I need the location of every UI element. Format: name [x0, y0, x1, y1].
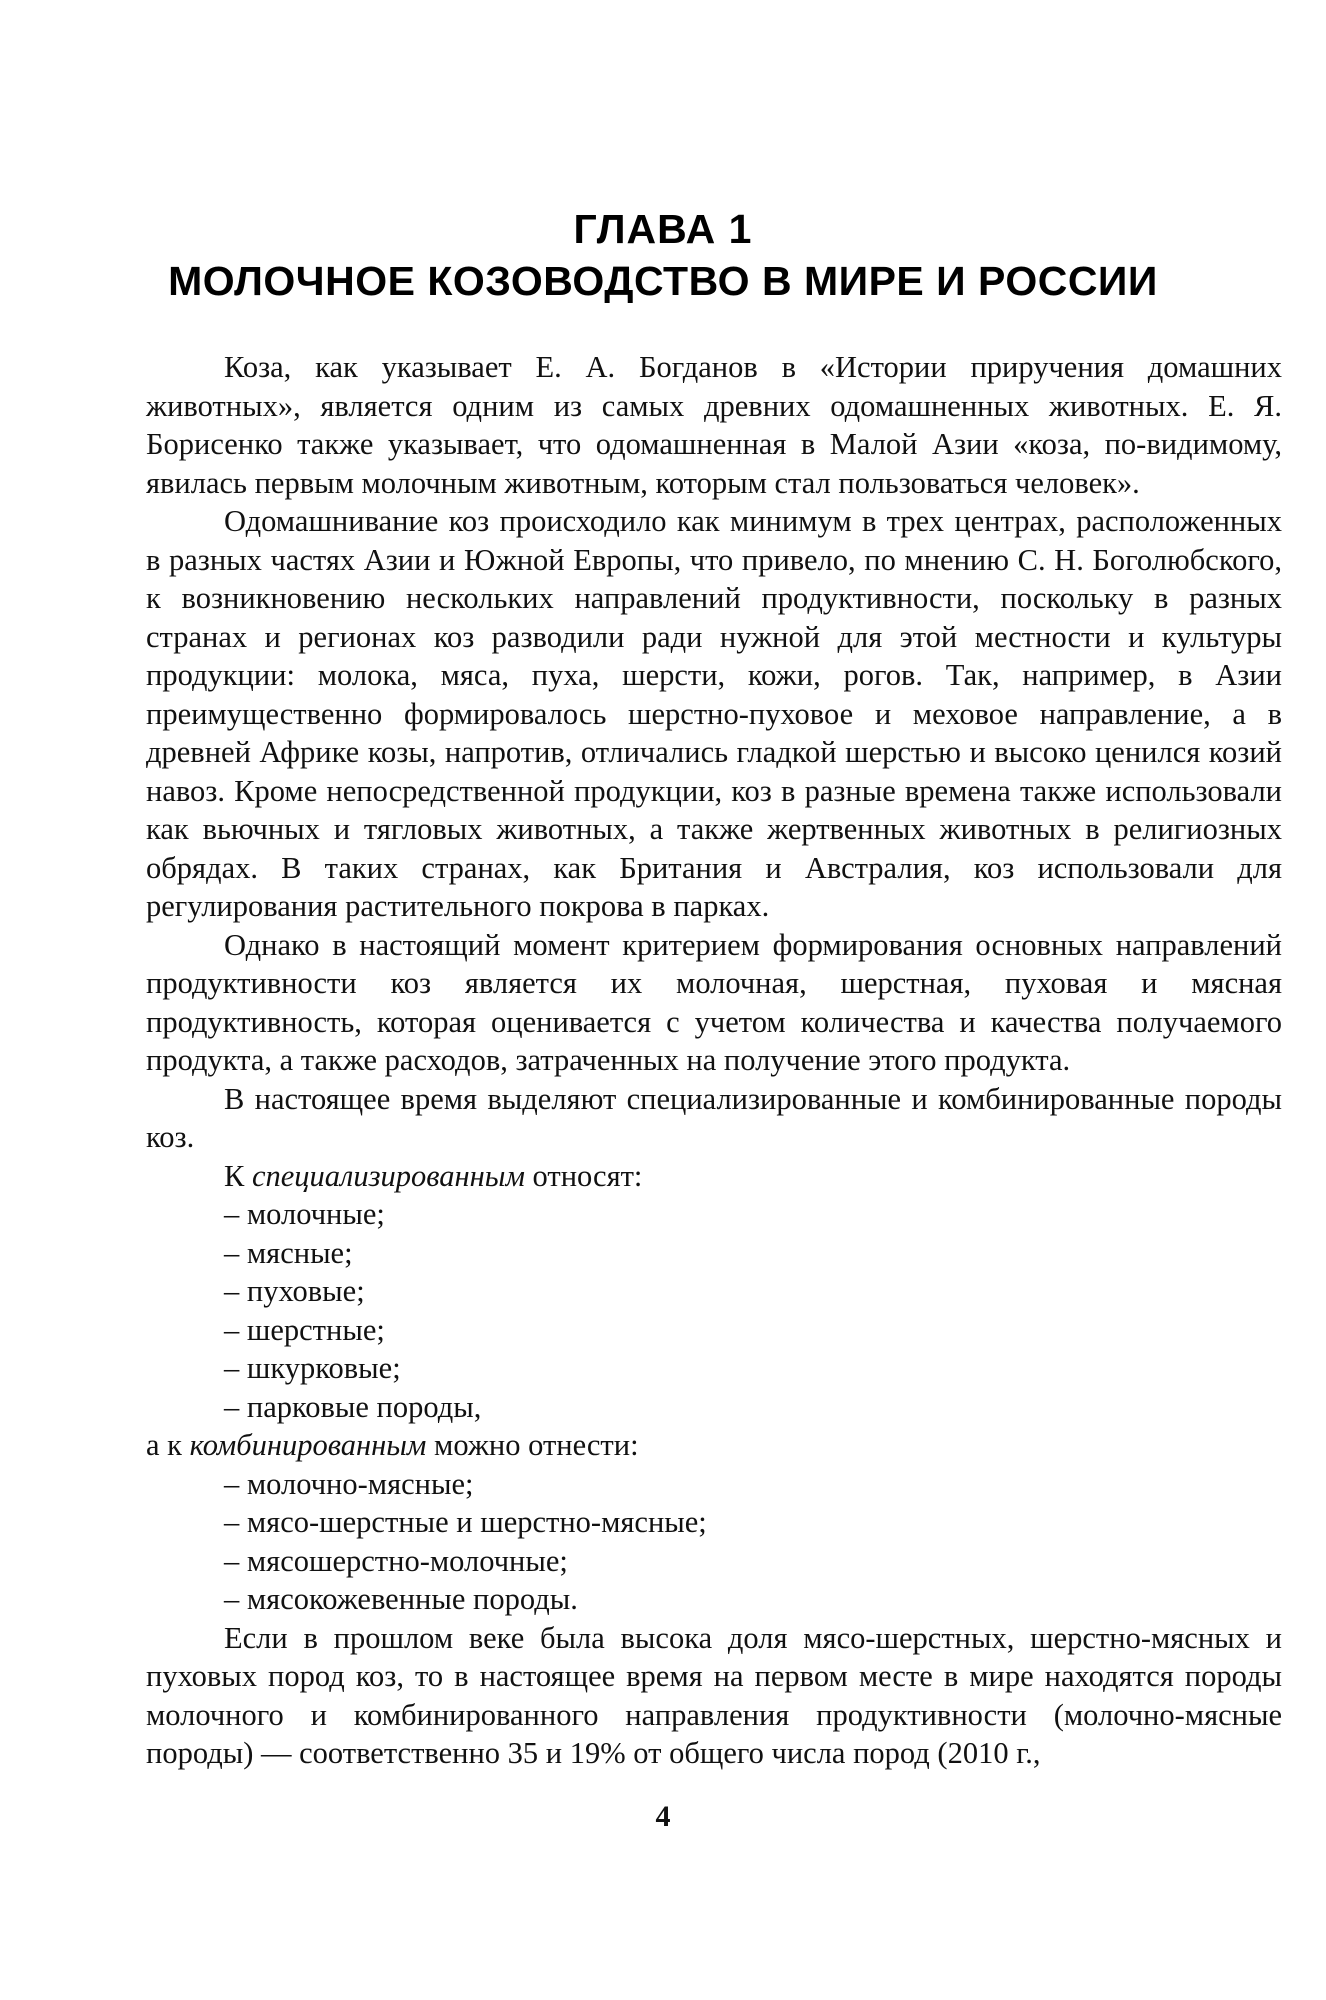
list-item: – мясные; — [224, 1235, 353, 1270]
list-item: – мясошерстно-молочные; — [224, 1543, 568, 1578]
chapter-title: МОЛОЧНОЕ КОЗОВОДСТВО В МИРЕ И РОССИИ — [168, 258, 1158, 304]
paragraph: Одомашнивание коз происходило как минимум в трех центрах, расположенных в разных частях Азии и Южной Европы, что привело, по мнению С. Н. Боголюбского, к возникновению нескольких направлений продуктивности, поскольку в разных странах и регионах коз разводили ради нужной для этой местности и культуры продукции: молока, мяса, пуха, шерсти, кожи, рогов. Так, например, в Азии преимущественно формировалось шерстно-пуховое и меховое направление, а в древней Африке козы, напротив, отличались гладкой шерстью и высоко ценился козий навоз. Кроме непосредственной продукции, коз в разные времена также использовали как вьючных и тягловых животных, а также жертвенных животных в религиозных обрядах. В таких странах, как Британия и Австралия, коз использовали для регулирования растительного покрова в парках. — [146, 504, 1282, 923]
list-item: – молочные; — [224, 1197, 385, 1231]
paragraph: Однако в настоящий момент критерием формирования основных направлений продуктивности коз является их молочная, шерстная, пуховая и мясная продуктивность, которая оценивается с учетом количества и качества получаемого продукта, а также расходов, затраченных на получение этого продукта. — [146, 927, 1282, 1077]
paragraph: Коза, как указывает Е. А. Богданов в «Истории приручения домашних животных», является одним из самых древних одомашненных животных. Е. Я. Борисенко также указывает, что одомашненная в Малой Азии «коза, по-видимому, явилась первым молочным животным, которым стал пользоваться человек». — [146, 350, 1282, 500]
paragraph: Если в прошлом веке была высока доля мясо-шерстных, шерстно-мясных и пуховых пород коз, то в настоящее время на первом месте в мире находятся породы молочного и комбинированного направления продуктивности (молочно-мясные породы) — соответственно 35 и 19% от общего числа пород (2010 г., — [146, 1620, 1282, 1770]
intro-text: а к — [146, 1428, 190, 1462]
combined-intro — [146, 1426, 1282, 1465]
list-item: – молочно-мясные; — [224, 1466, 474, 1501]
emphasis-term: комбинированным — [189, 1428, 427, 1462]
page-number: 4 — [655, 1800, 671, 1833]
combined-list — [146, 1465, 1282, 1619]
emphasis-term: специализированным — [251, 1158, 525, 1193]
intro-text: относят: — [524, 1158, 643, 1193]
list-item: – мясо-шерстные и шерстно-мясные; — [224, 1505, 707, 1539]
list-item: – шкурковые; — [224, 1351, 401, 1385]
list-item: – пуховые; — [224, 1274, 365, 1308]
list-item: – шерстные; — [224, 1312, 385, 1347]
intro-text: К — [224, 1158, 252, 1193]
list-item: – парковые породы, — [224, 1389, 482, 1424]
chapter-label: ГЛАВА 1 — [573, 206, 753, 252]
intro-text: можно отнести: — [426, 1428, 639, 1462]
paragraph: В настоящее время выделяют специализированные и комбинированные породы коз. — [146, 1081, 1282, 1154]
specialized-list — [146, 1195, 1282, 1426]
body-text — [146, 348, 1282, 1773]
list-item: – мясокожевенные породы. — [224, 1582, 578, 1616]
specialized-intro — [146, 1157, 1282, 1196]
